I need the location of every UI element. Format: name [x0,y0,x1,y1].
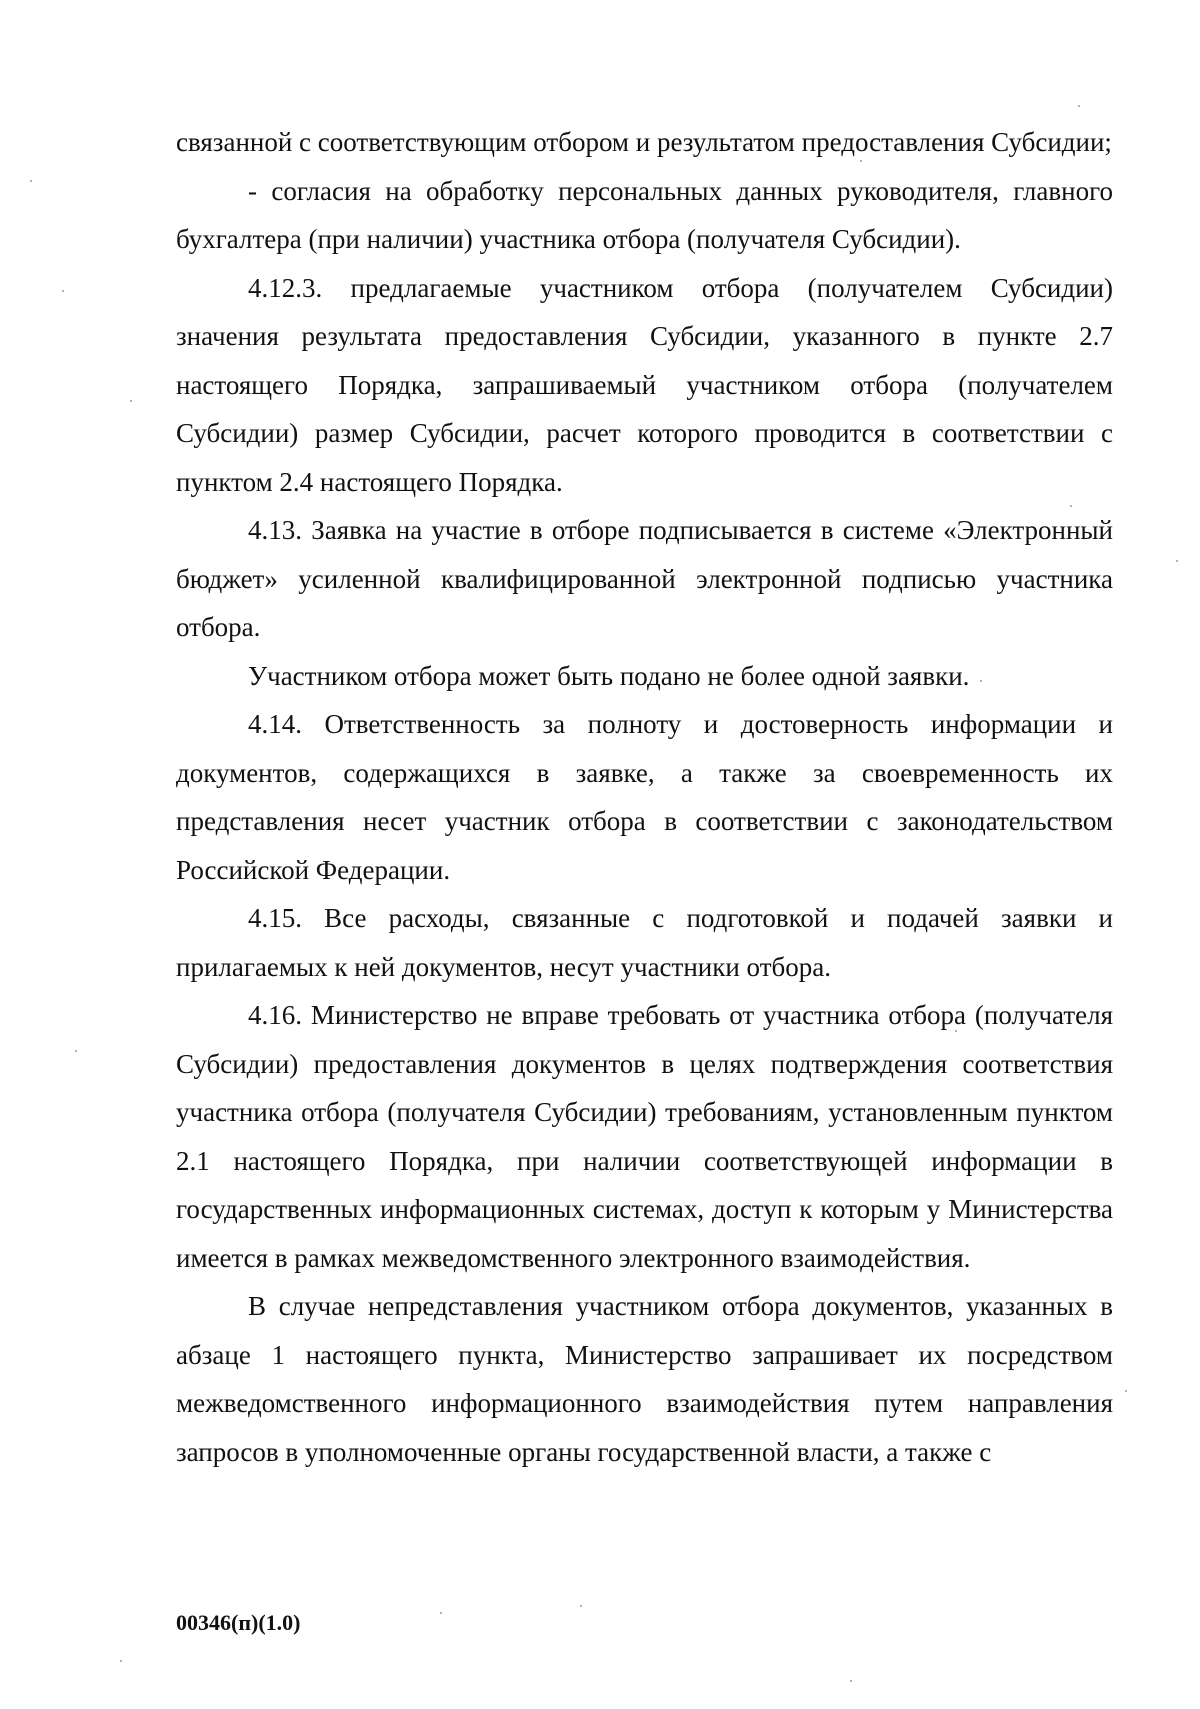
paragraph-4: 4.13. Заявка на участие в отборе подписывается в системе «Электронный бюджет» усиленной квалифицированной электронной подписью участника отбора. [176,515,1113,642]
paragraph-7: 4.15. Все расходы, связанные с подготовкой и подачей заявки и прилагаемых к ней документов, несут участники отбора. [176,903,1113,982]
scan-speck [580,1605,582,1607]
scan-speck [1176,560,1178,562]
paragraph-5: Участником отбора может быть подано не более одной заявки. [248,660,970,691]
paragraph-3: 4.12.3. предлагаемые участником отбора (получателем Субсидии) значения результата предоставления Субсидии, указанного в пункте 2.7 настоящего Порядка, запрашиваемый участником отбора (получателем Субсидии) размер Субсидии, расчет которого проводится в соответствии с пунктом 2.4 настоящего Порядка. [176,272,1113,497]
paragraph-6: 4.14. Ответственность за полноту и достоверность информации и документов, содержащихся в заявке, а также за своевременность их представления несет участник отбора в соответствии с законодательством Российской Федерации. [176,709,1113,885]
scan-speck [955,1030,957,1032]
scan-speck [1070,505,1072,507]
document-code: 00346(п)(1.0) [176,1610,301,1635]
scan-speck [1125,1390,1127,1392]
scan-speck [75,1050,77,1052]
scan-speck [120,1660,122,1662]
scan-speck [62,290,64,292]
scan-speck [130,400,132,402]
paragraph-2: - согласия на обработку персональных данных руководителя, главного бухгалтера (при наличии) участника отбора (получателя Субсидии). [176,175,1113,254]
scan-speck [30,180,32,182]
paragraph-1: связанной с соответствующим отбором и результатом предоставления Субсидии; [176,127,1112,157]
scan-speck [860,160,862,162]
scan-speck [980,680,982,682]
document-body [176,118,1113,1476]
scan-speck [440,1612,442,1614]
paragraph-9: В случае непредставления участником отбора документов, указанных в абзаце 1 настоящего пункта, Министерство запрашивает их посредством межведомственного информационного взаимодействия путем направления запросов в уполномоченные органы государственной власти, а также с [176,1291,1113,1467]
paragraph-8: 4.16. Министерство не вправе требовать от участника отбора (получателя Субсидии) предоставления документов в целях подтверждения соответствия участника отбора (получателя Субсидии) требованиям, установленным пунктом 2.1 настоящего Порядка, при наличии соответствующей информации в государственных информационных системах, доступ к которым у Министерства имеется в рамках межведомственного электронного взаимодействия. [176,1000,1113,1273]
scan-speck [1078,105,1080,107]
scan-speck [850,1680,852,1682]
